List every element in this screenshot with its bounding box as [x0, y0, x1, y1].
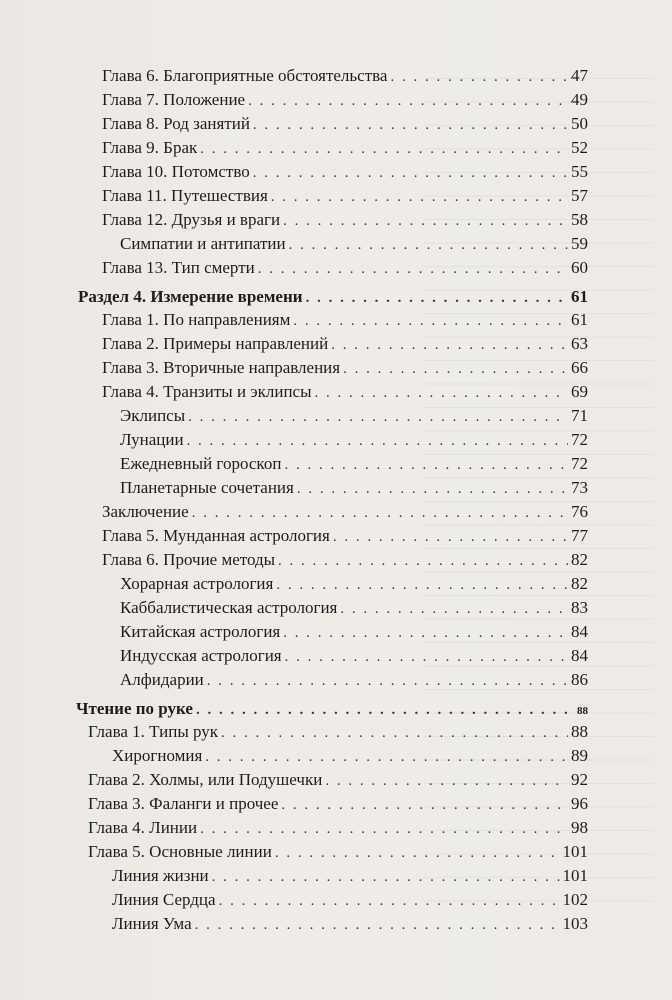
toc-entry [88, 792, 588, 816]
dot-leader [343, 357, 568, 381]
toc-entry [120, 428, 588, 452]
toc-entry-title: Глава 7. Положение [102, 90, 246, 109]
toc-entry-page-number: 72 [571, 430, 588, 449]
toc-entry-title: Каббалистическая астрология [120, 598, 338, 617]
toc-entry [102, 308, 588, 332]
toc-entry [112, 744, 588, 768]
toc-entry-page-number: 88 [571, 722, 588, 741]
toc-entry [88, 816, 588, 840]
toc-entry-title: Глава 4. Линии [88, 818, 198, 837]
toc-entry-title: Раздел 4. Измерение времени [78, 287, 303, 306]
toc-entry-title: Глава 6. Прочие методы [102, 550, 276, 569]
toc-entry-title: Глава 5. Основные линии [88, 842, 272, 861]
toc-entry-page-number: 57 [571, 186, 588, 205]
toc-entry [120, 668, 588, 692]
toc-entry [102, 332, 588, 356]
toc-entry-title: Глава 2. Примеры направлений [102, 334, 329, 353]
toc-entry-page-number: 103 [562, 914, 588, 933]
toc-entry-title: Глава 9. Брак [102, 138, 198, 157]
toc-entry-title: Ежедневный гороскоп [120, 454, 282, 473]
toc-entry-page-number: 50 [571, 114, 588, 133]
toc-entry-title: Глава 12. Друзья и враги [102, 210, 281, 229]
toc-entry [120, 452, 588, 476]
toc-entry-title: Заключение [102, 502, 189, 521]
toc-entry-title: Глава 1. Типы рук [88, 722, 219, 741]
toc-entry-title: Хирогномия [112, 746, 203, 765]
toc-entry-title: Глава 8. Род занятий [102, 114, 250, 133]
toc-entry [112, 888, 588, 912]
dot-leader [331, 333, 568, 357]
toc-entry-page-number: 101 [562, 866, 588, 885]
toc-entry-page-number: 61 [571, 287, 588, 306]
toc-entry [120, 572, 588, 596]
toc-entry-page-number: 69 [571, 382, 588, 401]
dot-leader [278, 549, 568, 573]
toc-entry-page-number: 59 [571, 234, 588, 253]
toc-entry-title: Линия жизни [112, 866, 209, 885]
toc-entry [120, 476, 588, 500]
toc-entry-page-number: 77 [571, 526, 588, 545]
toc-entry-title: Китайская астрология [120, 622, 281, 641]
dot-leader [289, 233, 568, 257]
dot-leader [221, 721, 568, 745]
dot-leader [340, 597, 568, 621]
dot-leader [212, 865, 560, 889]
toc-entry-page-number: 55 [571, 162, 588, 181]
toc-entry-page-number: 66 [571, 358, 588, 377]
dot-leader [285, 645, 568, 669]
dot-leader [219, 889, 560, 913]
dot-leader [284, 453, 568, 477]
dot-leader [258, 257, 568, 281]
toc-entry-page-number: 101 [562, 842, 588, 861]
toc-entry-page-number: 88 [577, 705, 588, 717]
toc-entry-page-number: 76 [571, 502, 588, 521]
toc-entry [102, 380, 588, 404]
toc-entry-page-number: 98 [571, 818, 588, 837]
toc-entry [120, 232, 588, 256]
dot-leader [207, 669, 568, 693]
toc-entry-title: Линия Сердца [112, 890, 216, 909]
toc-entry-page-number: 49 [571, 90, 588, 109]
toc-entry-page-number: 82 [571, 550, 588, 569]
toc-entry-title: Глава 4. Транзиты и эклипсы [102, 382, 312, 401]
dot-leader [283, 621, 568, 645]
dot-leader [275, 841, 560, 865]
toc-entry [102, 184, 588, 208]
toc-entry [102, 64, 588, 88]
dot-leader [315, 381, 568, 405]
toc-entry-title: Планетарные сочетания [120, 478, 294, 497]
dot-leader [187, 429, 568, 453]
toc-entry-title: Глава 5. Мунданная астрология [102, 526, 330, 545]
dot-leader [271, 185, 568, 209]
toc-entry-page-number: 72 [571, 454, 588, 473]
toc-entry-page-number: 47 [571, 66, 588, 85]
toc-entry-title: Симпатии и антипатии [120, 234, 286, 253]
toc-entry [88, 720, 588, 744]
toc-entry [120, 596, 588, 620]
toc-entry-title: Хорарная астрология [120, 574, 274, 593]
toc-entry [78, 285, 588, 309]
toc-entry-title: Глава 3. Вторичные направления [102, 358, 341, 377]
toc-entry-page-number: 96 [571, 794, 588, 813]
dot-leader [283, 209, 568, 233]
toc-entry-title: Чтение по руке [76, 699, 193, 718]
toc-entry-page-number: 84 [571, 646, 588, 665]
toc-entry-page-number: 83 [571, 598, 588, 617]
toc-entry [88, 768, 588, 792]
toc-entry-title: Глава 3. Фаланги и прочее [88, 794, 279, 813]
toc-entry-title: Глава 10. Потомство [102, 162, 250, 181]
dot-leader [196, 698, 574, 722]
dot-leader [248, 89, 568, 113]
toc-entry-page-number: 71 [571, 406, 588, 425]
dot-leader [253, 113, 568, 137]
dot-leader [325, 769, 568, 793]
toc-entry [120, 404, 588, 428]
toc-entry-title: Алфидарии [120, 670, 204, 689]
dot-leader [200, 137, 568, 161]
dot-leader [306, 286, 568, 310]
toc-entry-title: Глава 11. Путешествия [102, 186, 268, 205]
toc-entry-page-number: 84 [571, 622, 588, 641]
toc-entry [102, 136, 588, 160]
toc-entry-title: Глава 2. Холмы, или Подушечки [88, 770, 323, 789]
toc-entry [102, 500, 588, 524]
dot-leader [192, 501, 568, 525]
toc-entry [102, 356, 588, 380]
toc-entry-title: Глава 13. Тип смерти [102, 258, 255, 277]
toc-entry-title: Лунации [120, 430, 184, 449]
toc-entry-page-number: 58 [571, 210, 588, 229]
toc-entry [112, 912, 588, 936]
toc-entry-title: Глава 6. Благоприятные обстоятельства [102, 66, 388, 85]
toc-entry-page-number: 89 [571, 746, 588, 765]
toc-entry [88, 840, 588, 864]
toc-entry [102, 112, 588, 136]
toc-entry [102, 88, 588, 112]
toc-entry-page-number: 61 [571, 310, 588, 329]
toc-entry-page-number: 63 [571, 334, 588, 353]
toc-entry [120, 620, 588, 644]
toc-entry-page-number: 92 [571, 770, 588, 789]
toc-entry [102, 208, 588, 232]
toc-entry [102, 256, 588, 280]
dot-leader [200, 817, 568, 841]
dot-leader [293, 309, 568, 333]
toc-entry-page-number: 52 [571, 138, 588, 157]
toc-entry-page-number: 102 [562, 890, 588, 909]
toc-entry-title: Эклипсы [120, 406, 186, 425]
dot-leader [188, 405, 568, 429]
dot-leader [297, 477, 568, 501]
dot-leader [281, 793, 568, 817]
toc-entry [112, 864, 588, 888]
toc-entry [102, 160, 588, 184]
toc-entry [102, 524, 588, 548]
toc-entry-title: Глава 1. По направлениям [102, 310, 291, 329]
toc-entry-title: Индусская астрология [120, 646, 282, 665]
toc-entry-page-number: 73 [571, 478, 588, 497]
toc-entry-page-number: 60 [571, 258, 588, 277]
toc-entry [120, 644, 588, 668]
toc-entry [102, 548, 588, 572]
dot-leader [333, 525, 568, 549]
toc-entry-page-number: 86 [571, 670, 588, 689]
dot-leader [276, 573, 568, 597]
toc-entry [76, 697, 588, 721]
toc-entry-page-number: 82 [571, 574, 588, 593]
dot-leader [390, 65, 568, 89]
dot-leader [195, 913, 560, 937]
dot-leader [205, 745, 568, 769]
dot-leader [253, 161, 568, 185]
toc-entry-title: Линия Ума [112, 914, 192, 933]
